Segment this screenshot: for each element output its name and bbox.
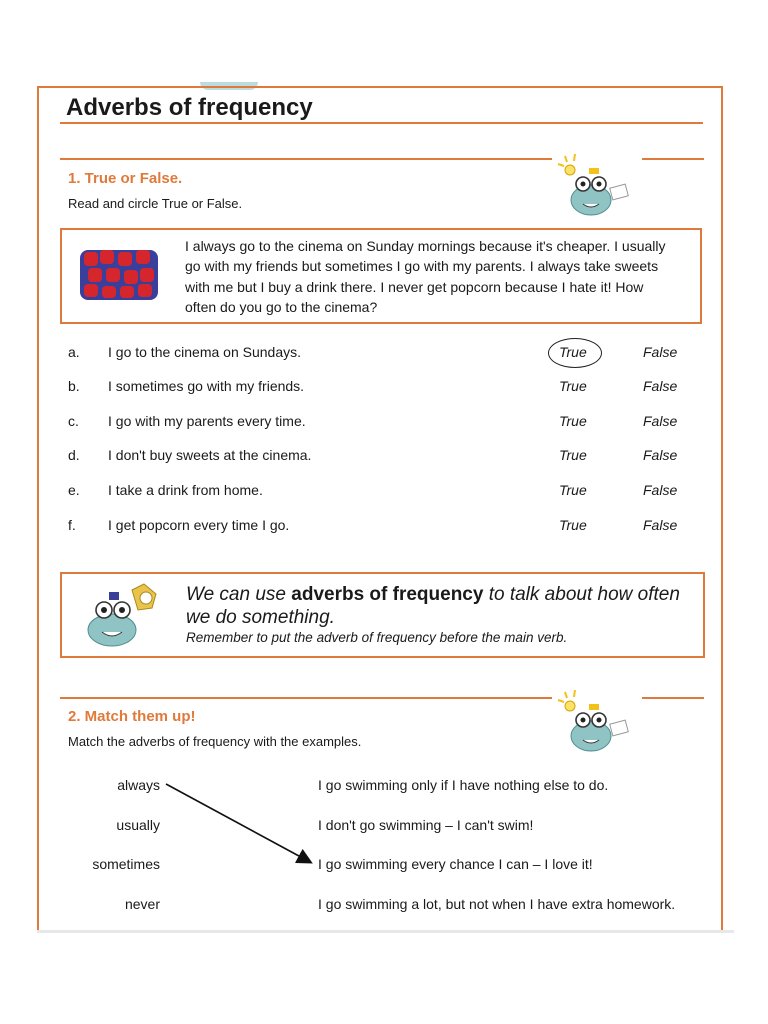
true-option[interactable]: True (559, 344, 587, 360)
item-letter: e. (68, 482, 80, 498)
item-letter: c. (68, 413, 79, 429)
mascot-reading-icon (555, 152, 635, 220)
section2-heading: 2. Match them up! (68, 708, 196, 725)
item-letter: d. (68, 447, 80, 463)
section1-rule-right (642, 158, 704, 160)
mascot-match-icon (555, 688, 635, 756)
section1-rule-left (60, 158, 552, 160)
item-statement: I sometimes go with my friends. (108, 378, 305, 394)
adverb-usually[interactable]: usually (116, 817, 160, 833)
section1-heading: 1. True or False. (68, 170, 183, 187)
example-item[interactable]: I go swimming only if I have nothing else to do. (318, 777, 609, 793)
example-item[interactable]: I don't go swimming – I can't swim! (318, 817, 534, 833)
item-statement: I go to the cinema on Sundays. (108, 344, 302, 360)
example-item[interactable]: I go swimming every chance I can – I love it! (318, 856, 593, 872)
false-option[interactable]: False (643, 413, 678, 429)
adverb-always[interactable]: always (117, 777, 160, 793)
false-option[interactable]: False (643, 344, 678, 360)
section2-rule-left (60, 697, 552, 699)
section2-rule-right (642, 697, 704, 699)
cinema-seats-image (78, 244, 160, 304)
mascot-tip-icon (82, 580, 166, 650)
section2-instruction: Match the adverbs of frequency with the examples. (68, 734, 362, 749)
true-option[interactable]: True (559, 378, 587, 394)
item-statement: I don't buy sweets at the cinema. (108, 447, 312, 463)
false-option[interactable]: False (643, 447, 678, 463)
tip-keyword: adverbs of frequency (291, 584, 484, 605)
adverb-never[interactable]: never (124, 896, 160, 912)
item-letter: b. (68, 378, 80, 394)
match-arrow (160, 780, 320, 870)
false-option[interactable]: False (643, 517, 678, 533)
page-bottom-shadow (37, 930, 734, 933)
false-option[interactable]: False (643, 482, 678, 498)
title-rule (60, 122, 703, 124)
reading-passage: I always go to the cinema on Sunday mornings because it's cheaper. I usually go with my friends but sometimes I go with my parents. I always take sweets with me but I buy a drink there. I never get popcorn because I hate it! How often do you go to the cinema? (185, 238, 666, 315)
true-option[interactable]: True (559, 447, 587, 463)
true-option[interactable]: True (559, 517, 587, 533)
item-statement: I take a drink from home. (108, 482, 263, 498)
item-letter: a. (68, 344, 80, 360)
item-statement: I get popcorn every time I go. (108, 517, 290, 533)
tip-text: We can use adverbs of frequency to talk about how often we do something. (186, 584, 680, 628)
item-statement: I go with my parents every time. (108, 413, 306, 429)
true-option[interactable]: True (559, 413, 587, 429)
page-title: Adverbs of frequency (66, 94, 313, 121)
example-item[interactable]: I go swimming a lot, but not when I have extra homework. (318, 896, 676, 912)
tip-note: Remember to put the adverb of frequency before the main verb. (186, 630, 568, 645)
true-option[interactable]: True (559, 482, 587, 498)
false-option[interactable]: False (643, 378, 678, 394)
section1-instruction: Read and circle True or False. (68, 196, 243, 211)
adverb-sometimes[interactable]: sometimes (92, 856, 160, 872)
item-letter: f. (68, 517, 76, 533)
